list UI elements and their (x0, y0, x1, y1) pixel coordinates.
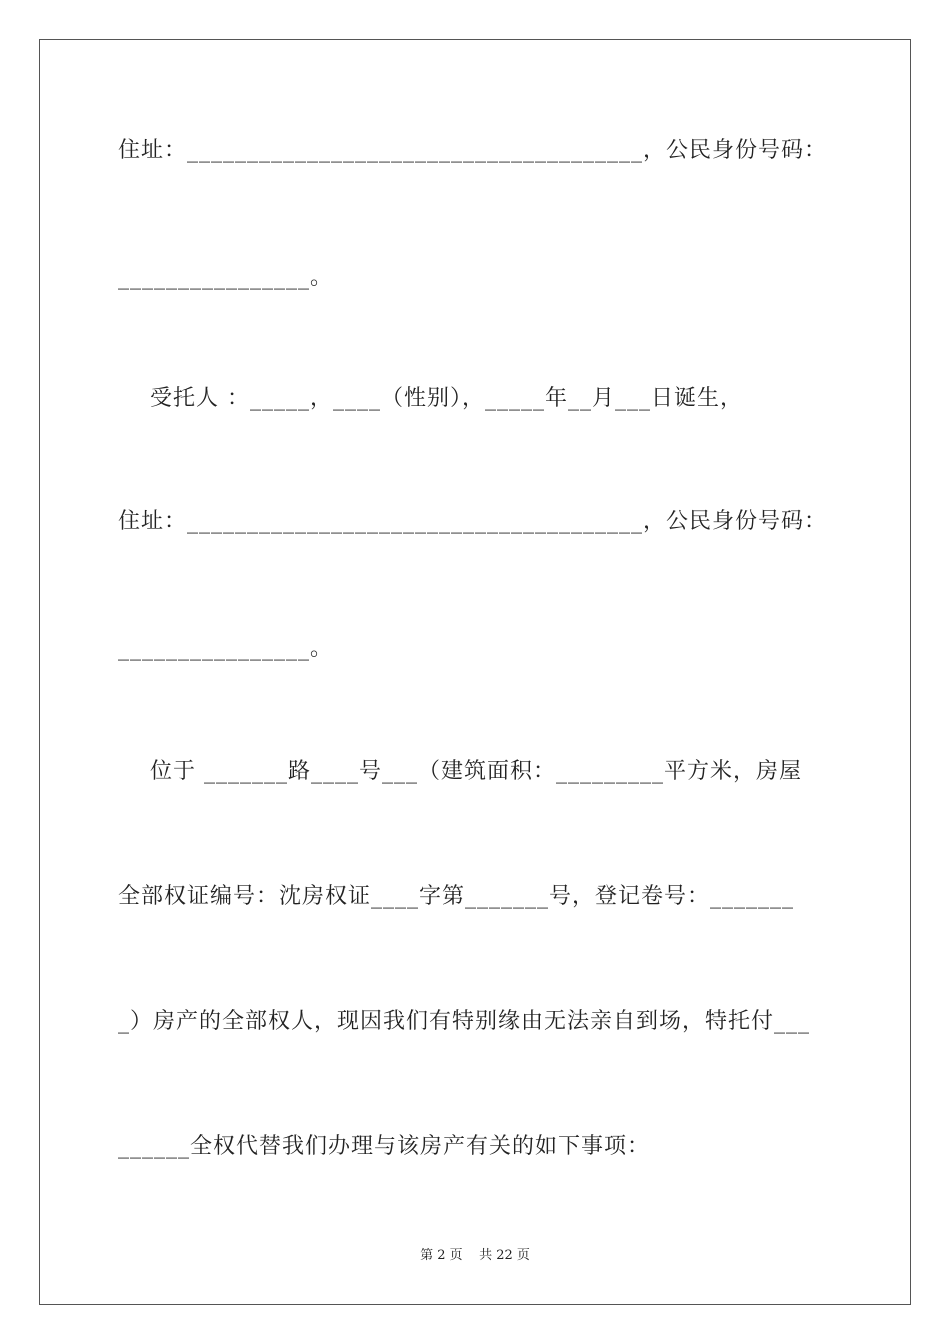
id-number-line-2: ________________。 (118, 636, 334, 661)
page-border (39, 39, 911, 1305)
id-number-line-1: ________________。 (118, 265, 334, 290)
address-line-1: 住址：______________________________________，公民身份号码： (118, 138, 828, 163)
ownership-line: _）房产的全部权人，现因我们有特别缘由无法亲自到场，特托付___ (118, 1009, 811, 1034)
certificate-line: 全部权证编号：沈房权证____字第_______号，登记卷号：_______ (118, 884, 795, 909)
matters-line: ______全权代替我们办理与该房产有关的如下事项： (118, 1134, 651, 1159)
address-line-2: 住址：______________________________________，公民身份号码： (118, 509, 828, 534)
trustee-line: 受托人 ：_____，____（性别），_____年__月___日诞生， (118, 386, 743, 411)
property-location-line: 位于 _______路____号___（建筑面积：_________平方米，房屋 (118, 759, 802, 784)
page-number: 第 2 页 共 22 页 (420, 1248, 530, 1263)
